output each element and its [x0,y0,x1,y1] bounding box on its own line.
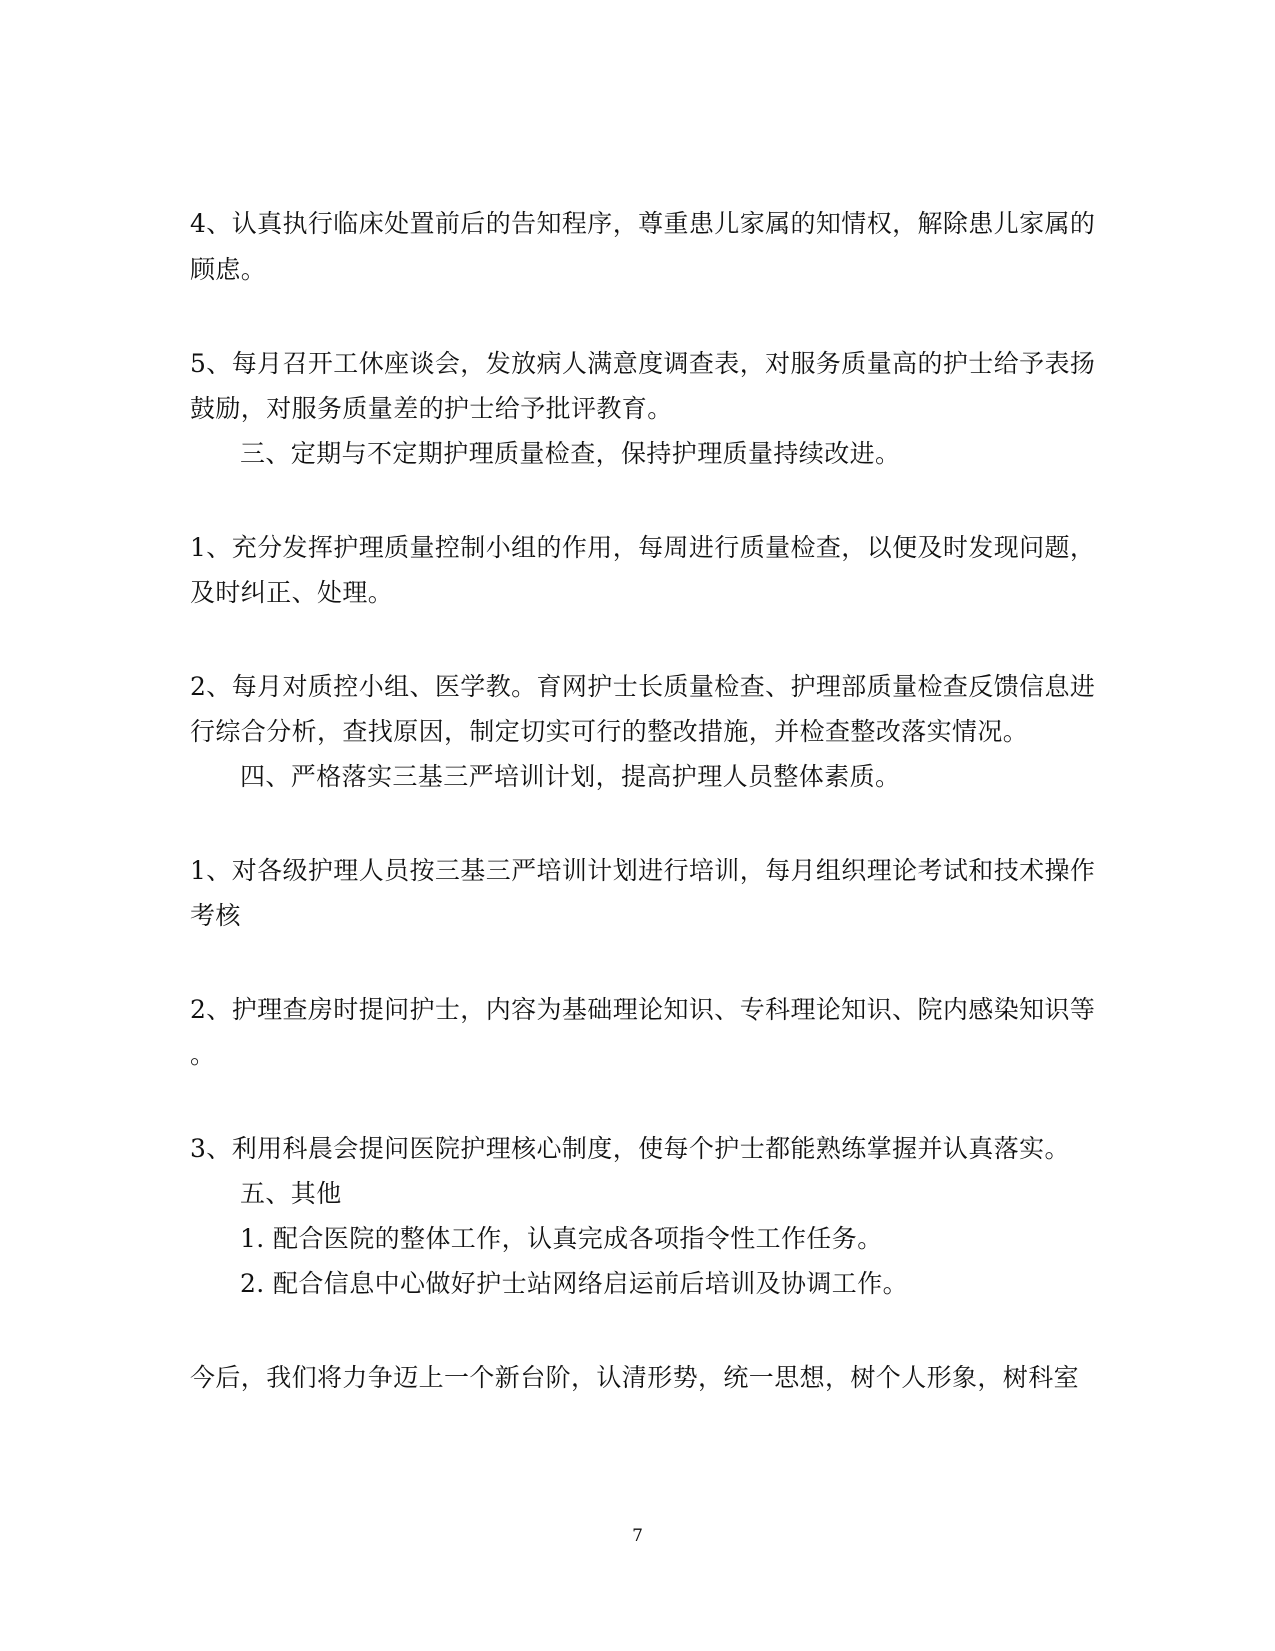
text-line-11: 1、对各级护理人员按三基三严培训计划进行培训，每月组织理论考试和技术操作 [190,856,1096,885]
text-line-12: 考核 [190,901,241,930]
text-line-7: 及时纠正、处理。 [190,578,394,607]
section-heading-3: 三、定期与不定期护理质量检查，保持护理质量持续改进。 [240,439,901,468]
text-line-19: 今后，我们将力争迈上一个新台阶，认清形势，统一思想，树个人形象，树科室 [190,1363,1080,1392]
page-number: 7 [632,1526,643,1546]
text-line-6: 1、充分发挥护理质量控制小组的作用，每周进行质量检查，以便及时发现问题， [190,533,1096,562]
section-heading-5: 五、其他 [240,1179,342,1208]
text-line-4: 鼓励，对服务质量差的护士给予批评教育。 [190,394,673,423]
text-line-2: 顾虑。 [190,255,267,284]
text-line-17: 1. 配合医院的整体工作，认真完成各项指令性工作任务。 [240,1224,883,1253]
text-line-9: 行综合分析，查找原因，制定切实可行的整改措施，并检查整改落实情况。 [190,717,1029,746]
text-line-3: 5、每月召开工休座谈会，发放病人满意度调查表，对服务质量高的护士给予表扬 [190,349,1096,378]
text-line-15: 3、利用科晨会提问医院护理核心制度，使每个护士都能熟练掌握并认真落实。 [190,1134,1070,1163]
text-line-13: 2、护理查房时提问护士，内容为基础理论知识、专科理论知识、院内感染知识等 [190,995,1096,1024]
text-line-18: 2. 配合信息中心做好护士站网络启运前后培训及协调工作。 [240,1269,909,1298]
text-line-14: 。 [190,1040,216,1069]
text-line-1: 4、认真执行临床处置前后的告知程序，尊重患儿家属的知情权，解除患儿家属的 [190,209,1096,238]
text-line-8: 2、每月对质控小组、医学教。育网护士长质量检查、护理部质量检查反馈信息进 [190,672,1096,701]
section-heading-4: 四、严格落实三基三严培训计划，提高护理人员整体素质。 [240,762,901,791]
